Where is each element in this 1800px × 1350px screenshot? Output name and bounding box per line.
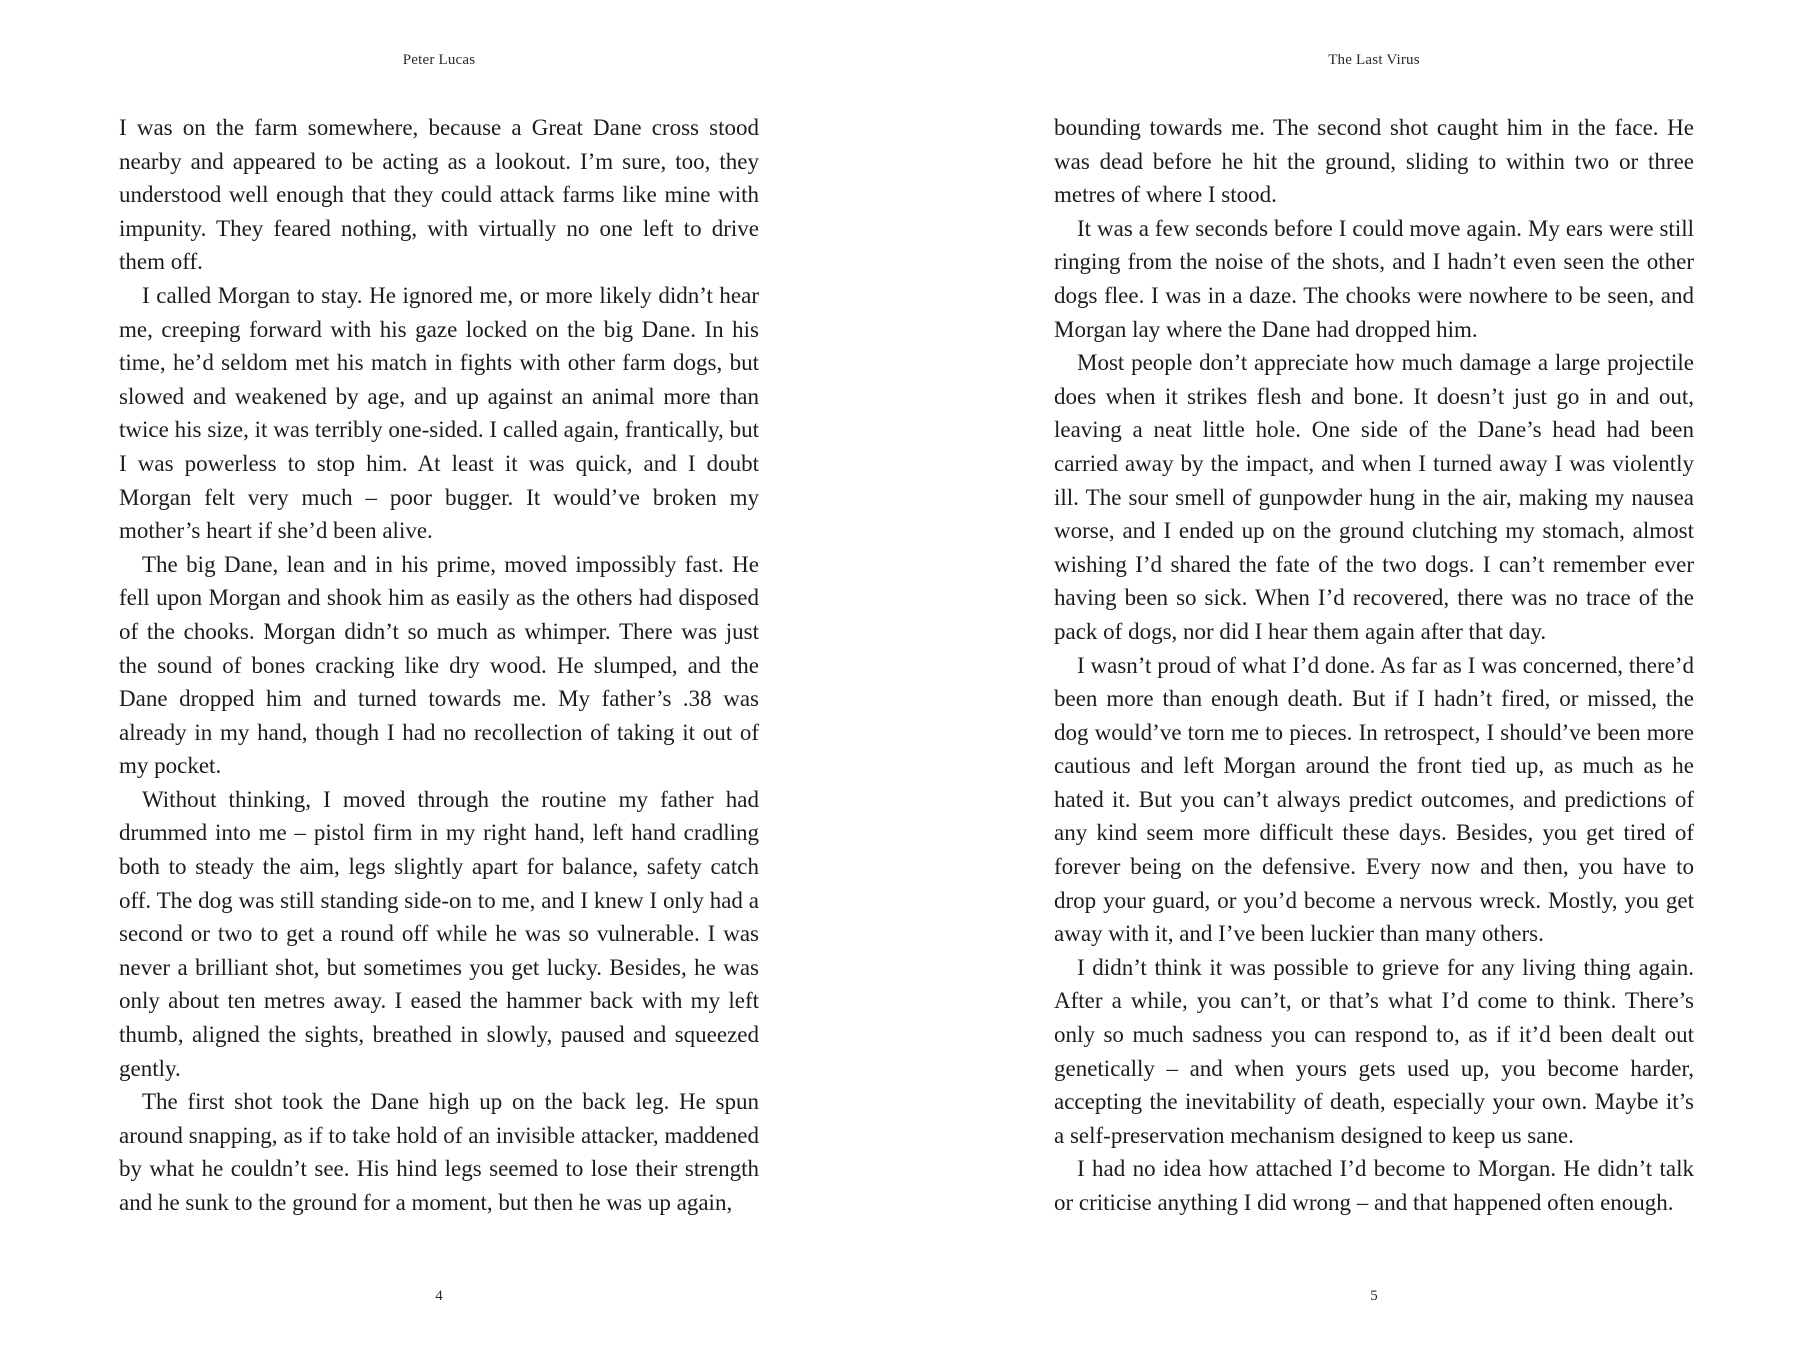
running-head-author: Peter Lucas bbox=[402, 52, 476, 68]
paragraph: The first shot took the Dane high up on the back leg. He spun around snapping, as if to take hold of an invisible attacker, maddened by what he couldn’t see. His hind legs seemed to lose their strength and he sunk to the ground for a moment, but then he was up again, bbox=[119, 1089, 759, 1215]
page-number: 5 bbox=[1370, 1288, 1378, 1304]
paragraph: I wasn’t proud of what I’d done. As far as I was concerned, there’d been more than enough death. But if I hadn’t fired, or missed, the dog would’ve torn me to pieces. In retrospect, I should’ve been more cautious and left Morgan around the front tied up, as much as he hated it. But you can’t always predict outcomes, and predictions of any kind seem more difficult these days. Besides, you get tired of forever being on the defensive. Every now and then, you have to drop your guard, or you’d become a nervous wreck. Mostly, you get away with it, and I’ve been luckier than many others. bbox=[1054, 652, 1694, 947]
running-head-title: The Last Virus bbox=[1328, 52, 1420, 68]
paragraph: Without thinking, I moved through the routine my father had drummed into me – pistol firm in my right hand, left hand cradling both to steady the aim, legs slightly apart for balance, safety catch off. The dog was still standing side-on to me, and I knew I only had a second or two to get a round off while he was so vulnerable. I was never a brilliant shot, but sometimes you get lucky. Besides, he was only about ten metres away. I eased the hammer back with my left thumb, aligned the sights, breathed in slowly, paused and squeezed gently. bbox=[119, 786, 759, 1081]
paragraph: I had no idea how attached I’d become to Morgan. He didn’t talk or criticise anything I did wrong – and that happened often enough. bbox=[1054, 1156, 1694, 1215]
paragraph: bounding towards me. The second shot caught him in the face. He was dead before he hit the ground, sliding to within two or three metres of where I stood. bbox=[1054, 115, 1694, 208]
right-page bbox=[1054, 0, 1694, 1350]
paragraph: I didn’t think it was possible to grieve for any living thing again. After a while, you can’t, or that’s what I’d come to think. There’s only so much sadness you can respond to, as if it’d been dealt out genetically – and when yours gets used up, you become harder, accepting the inevitability of death, especially your own. Maybe it’s a self-preservation mechanism designed to keep us sane. bbox=[1054, 954, 1694, 1148]
left-page-body bbox=[119, 111, 759, 1220]
left-page bbox=[119, 0, 759, 1350]
paragraph: The big Dane, lean and in his prime, moved impossibly fast. He fell upon Morgan and shook him as easily as the others had disposed of the chooks. Morgan didn’t so much as whimper. There was just the sound of bones cracking like dry wood. He slumped, and the Dane dropped him and turned towards me. My father’s .38 was already in my hand, though I had no recollection of taking it out of my pocket. bbox=[119, 551, 759, 779]
paragraph: It was a few seconds before I could move again. My ears were still ringing from the noise of the shots, and I hadn’t even seen the other dogs flee. I was in a daze. The chooks were nowhere to be seen, and Morgan lay where the Dane had dropped him. bbox=[1054, 215, 1694, 342]
page-number: 4 bbox=[435, 1288, 443, 1304]
right-page-body bbox=[1054, 111, 1694, 1220]
paragraph: Most people don’t appreciate how much damage a large projectile does when it strikes flesh and bone. It doesn’t just go in and out, leaving a neat little hole. One side of the Dane’s head had been carried away by the impact, and when I turned away I was violently ill. The sour smell of gunpowder hung in the air, making my nausea worse, and I ended up on the ground clutching my stomach, almost wishing I’d shared the fate of the two dogs. I can’t remember ever having been so sick. When I’d recovered, there was no trace of the pack of dogs, nor did I hear them again after that day. bbox=[1054, 350, 1694, 644]
paragraph: I called Morgan to stay. He ignored me, or more likely didn’t hear me, creeping forward with his gaze locked on the big Dane. In his time, he’d seldom met his match in fights with other farm dogs, but slowed and weakened by age, and up against an animal more than twice his size, it was terribly one-sided. I called again, frantically, but I was powerless to stop him. At least it was quick, and I doubt Morgan felt very much – poor bugger. It would’ve broken my mother’s heart if she’d been alive. bbox=[119, 282, 759, 544]
paragraph: I was on the farm somewhere, because a Great Dane cross stood nearby and appeared to be acting as a lookout. I’m sure, too, they understood well enough that they could attack farms like mine with impunity. They feared nothing, with virtually no one left to drive them off. bbox=[119, 115, 759, 275]
